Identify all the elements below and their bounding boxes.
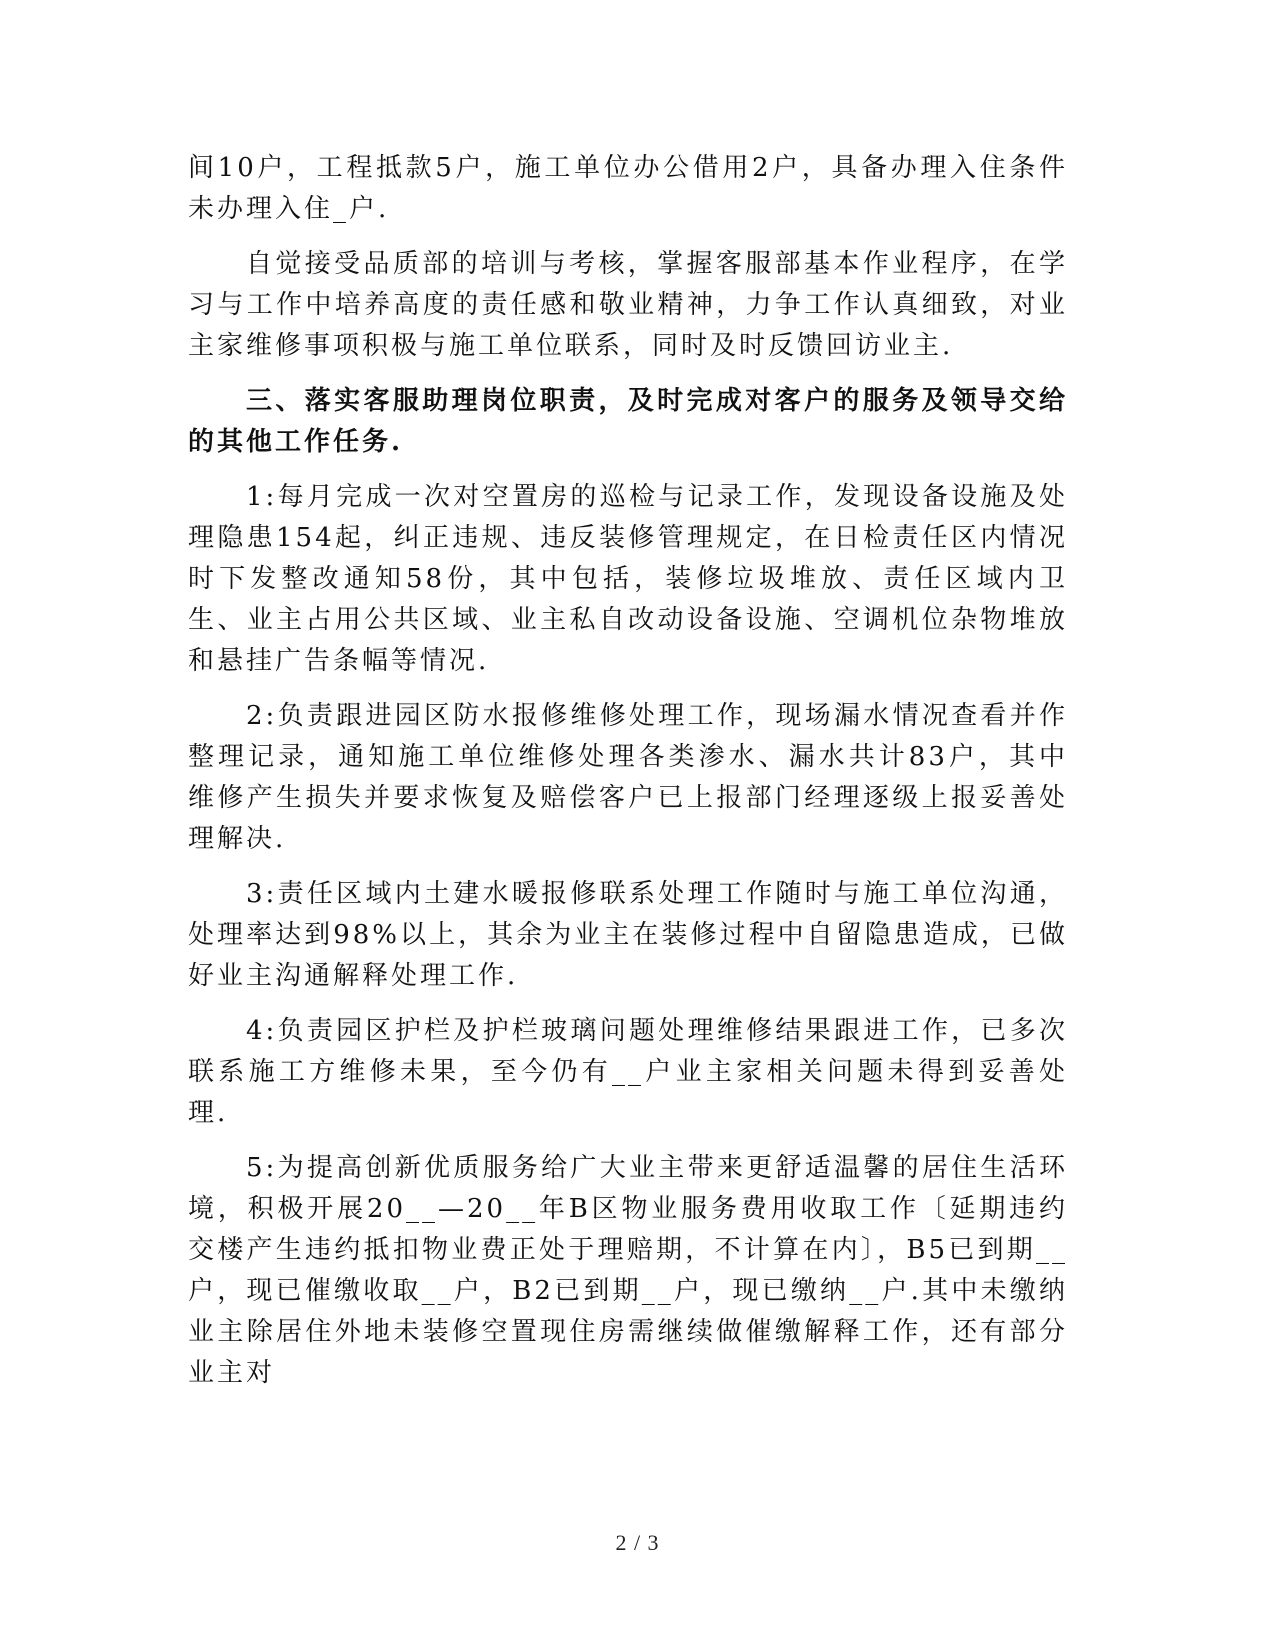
paragraph-item-2: 2:负责跟进园区防水报修维修处理工作，现场漏水情况查看并作整理记录，通知施工单位维修处理各类渗水、漏水共计83户，其中维修产生损失并要求恢复及赔偿客户已上报部门经理逐级上报妥善处理解决. bbox=[188, 701, 1068, 854]
paragraph-item-3: 3:责任区域内土建水暖报修联系处理工作随时与施工单位沟通，处理率达到98%以上，其余为业主在装修过程中自留隐患造成，已做好业主沟通解释处理工作. bbox=[188, 879, 1068, 991]
document-body bbox=[188, 148, 1068, 1408]
paragraph-training: 自觉接受品质部的培训与考核，掌握客服部基本作业程序，在学习与工作中培养高度的责任感和敬业精神，力争工作认真细致，对业主家维修事项积极与施工单位联系，同时及时反馈回访业主. bbox=[188, 249, 1068, 361]
paragraph-item-4: 4:负责园区护栏及护栏玻璃问题处理维修结果跟进工作，已多次联系施工方维修未果，至今仍有__户业主家相关问题未得到妥善处理. bbox=[188, 1016, 1068, 1128]
paragraph-item-1: 1:每月完成一次对空置房的巡检与记录工作，发现设备设施及处理隐患154起，纠正违规、违反装修管理规定，在日检责任区内情况时下发整改通知58份，其中包括，装修垃圾堆放、责任区域内卫生、业主占用公共区域、业主私自改动设备设施、空调机位杂物堆放和悬挂广告条幅等情况. bbox=[188, 482, 1068, 676]
section-heading-3: 三、落实客服助理岗位职责，及时完成对客户的服务及领导交给的其他工作任务. bbox=[188, 386, 1068, 457]
paragraph-continuation: 间10户，工程抵款5户，施工单位办公借用2户，具备办理入住条件未办理入住_户. bbox=[188, 153, 1068, 224]
page-number: 2 / 3 bbox=[615, 1530, 660, 1555]
paragraph-item-5: 5:为提高创新优质服务给广大业主带来更舒适温馨的居住生活环境，积极开展20__—20__年B区物业服务费用收取工作〔延期违约交楼产生违约抵扣物业费正处于理赔期，不计算在内〕，B5已到期__户，现已催缴收取__户，B2已到期__户，现已缴纳__户.其中未缴纳业主除居住外地未装修空置现住房需继续做催缴解释工作，还有部分业主对 bbox=[188, 1153, 1068, 1388]
